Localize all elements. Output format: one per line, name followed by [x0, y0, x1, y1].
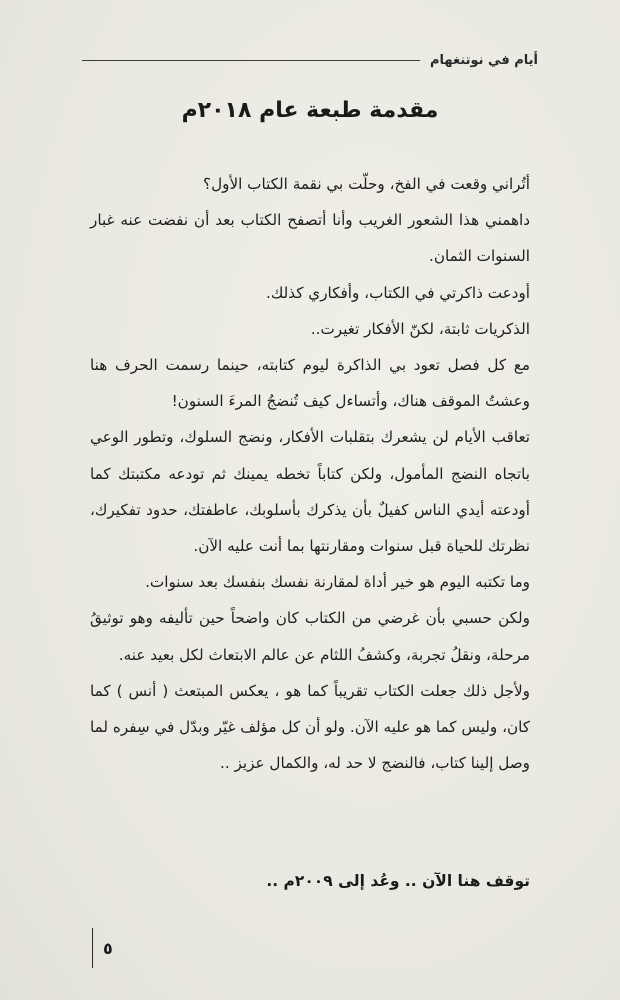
paragraph: أتُراني وقعت في الفخ، وحلّت بي نقمة الكتاب الأول؟ [203, 175, 530, 193]
book-title: أيام في نوتنغهام [429, 52, 538, 68]
paragraph: وما تكتبه اليوم هو خير أداة لمقارنة نفسك بنفسك بعد سنوات. [145, 573, 530, 592]
paragraph: تعاقب الأيام لن يشعرك بتقلبات الأفكار، ونضج السلوك، وتطور الوعي باتجاه النضج المأمول، ولكن كتاباً تخطه يمينك ثم تودعه مكتبتك كما أودعته أيدي الناس كفيلٌ بأن يذكرك بأسلوبك، عاطفتك، حدود تفكيرك، نظرتك للحياة قبل سنوات ومقارنتها بما أنت عليه الآن. [90, 428, 530, 556]
chapter-title: مقدمة طبعة عام ٢٠١٨م [181, 98, 439, 123]
paragraph: مع كل فصل تعود بي الذاكرة ليوم كتابته، حينما رسمت الحرف هنا وعشتُ الموقف هناك، وأتساءل كيف تُنضجُ المرءَ السنون! [90, 356, 530, 411]
running-head [82, 50, 538, 70]
paragraph: الذكريات ثابتة، لكنّ الأفكار تغيرت.. [310, 319, 530, 338]
page-footer [92, 928, 113, 968]
paragraph: ولأجل ذلك جعلت الكتاب تقريباً كما هو ، يعكس المبتعث ( أنس ) كما كان، وليس كما هو عليه الآن. ولو أن كل مؤلف غيّر وبدّل في سِفره لما وصل إلينا كتاب، فالنضج لا حد له، والكمال عزيز .. [90, 681, 530, 773]
paragraph: ولكن حسبي بأن غرضي من الكتاب كان واضحاً حين تأليفه وهو توثيقُ مرحلة، ونقلُ تجربة، وكشفُ اللثام عن عالم الابتعاث لكل بعيد عنه. [90, 609, 530, 664]
closing-line: توقف هنا الآن .. وعُد إلى ٢٠٠٩م .. [266, 872, 530, 890]
paragraph: داهمني هذا الشعور الغريب وأنا أتصفح الكتاب بعد أن نفضت عنه غبار السنوات الثمان. [90, 211, 530, 266]
footer-rule [92, 928, 93, 968]
page-number: ٥ [103, 938, 113, 958]
header-rule [82, 60, 420, 61]
paragraph: أودعت ذاكرتي في الكتاب، وأفكاري كذلك. [266, 283, 530, 302]
body-text [90, 166, 530, 781]
